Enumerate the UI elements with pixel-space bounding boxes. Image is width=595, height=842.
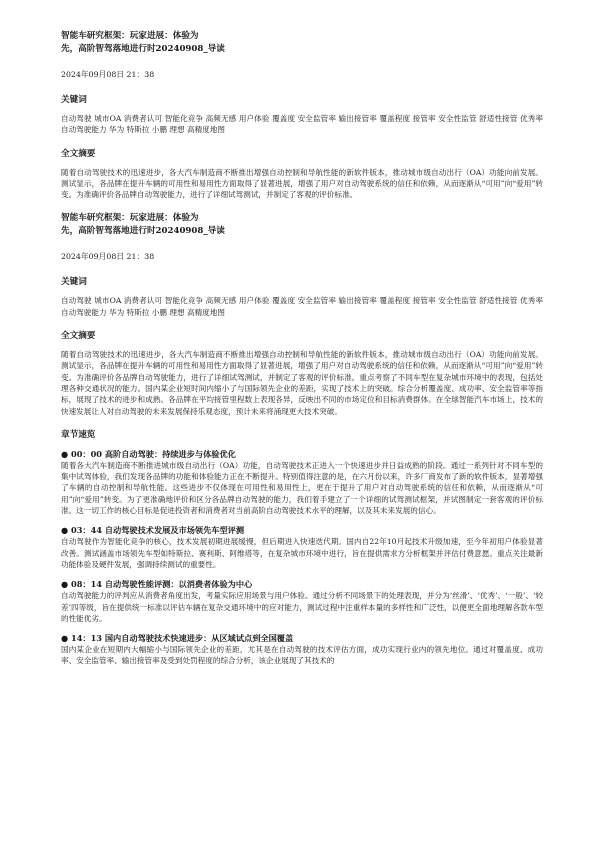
keywords-text: 自动驾驶 城市OA 消费者认可 智能化竞争 高频无感 用户体验 覆盖度 安全监管率 输出接管率 覆盖程度 接管率 安全性监管 舒适性接管 优秀率 自动驾驶能力 华为 特斯拉 小鹏 理想 高精度地图 xyxy=(61,114,543,135)
chapter-body: 国内某企业在短期内大幅缩小与国际领先企业的差距，尤其是在自动驾驶的技术评估方面，成功实现行业内的领先地位。通过对覆盖度、成功率、安全监管率、输出接管率及受到处罚程度的综合分析，该企业展现了其技术的 xyxy=(61,645,543,666)
document-title-line2: 先，高阶智驾落地进行时20240908_导读 xyxy=(61,226,225,237)
document-date: 2024年09月08日 21：38 xyxy=(61,252,155,262)
chapter-body: 自动驾驶能力的评判应从消费者角度出发，考量实际应用场景与用户体验。通过分析不同场景下的处理表现，并分为‘丝滑’、‘优秀’、‘一般’、‘较差’四等级，旨在提供统一标准以评估车辆在复杂交通环境中的应对能力，测试过程中注重样本量的多样性和广泛性，以便更全面地理解各款车型的性能优劣。 xyxy=(61,591,543,623)
chapter-title-text: 14：13 国内自动驾驶技术快速进步：从区域试点到全国覆盖 xyxy=(71,633,294,644)
chapter-title-text: 03：44 自动驾驶技术发展及市场领先车型评测 xyxy=(71,525,245,536)
summary-heading: 全文摘要 xyxy=(61,331,96,342)
chapter-item xyxy=(61,448,543,516)
chapters-section xyxy=(61,429,543,667)
chapter-item xyxy=(61,632,543,667)
chapter-title xyxy=(61,632,543,644)
chapter-title xyxy=(61,524,543,536)
keywords-heading: 关键词 xyxy=(61,277,87,288)
bullet-icon: ● xyxy=(61,525,69,536)
document-section-1 xyxy=(61,30,543,200)
document-title-line2: 先，高阶智驾落地进行时20240908_导读 xyxy=(61,44,225,54)
chapter-title-text: 00：00 高阶自动驾驶：持续进步与体验优化 xyxy=(71,448,236,459)
keywords-text: 自动驾驶 城市OA 消费者认可 智能化竞争 高频无感 用户体验 覆盖度 安全监管率 输出接管率 覆盖程度 接管率 安全性监管 舒适性接管 优秀率 自动驾驶能力 华为 特斯拉 小鹏 理想 高精度地图 xyxy=(61,296,543,317)
chapter-item xyxy=(61,524,543,570)
chapter-title-text: 08：14 自动驾驶性能评测：以消费者体验为中心 xyxy=(71,579,253,590)
chapter-title xyxy=(61,578,543,590)
document-date: 2024年09月08日 21：38 xyxy=(61,70,155,79)
chapter-title xyxy=(61,448,543,460)
chapter-item xyxy=(61,578,543,624)
summary-text: 随着自动驾驶技术的迅速进步，各大汽车制造商不断推出增强自动控制和导航性能的新软件版本，推动城市级自动出行（OA）功能向前发展。测试显示，各品牌在提升车辆的可用性和易用性方面取得了显著进展，增强了用户对自动驾驶系统的信任和依赖，从而逐渐从“可用”向“爱用”转变。为准确评价各品牌自动驾驶能力，进行了详细试驾测试，并制定了客观的评价标准。重点考察了不同车型在复杂城市环境中的表现，包括处理各种交通状况的能力。国内某企业短时间内缩小了与国际领先企业的差距，实现了技术上的突破。综合分析覆盖度、成功率、安全监管率等指标，展现了技术的进步和成熟。各品牌在平均接管里程数上表现各异，反映出不同的市场定位和目标消费群体。在全球智能汽车市场上，技术的快速发展让人对自动驾驶的未来发展保持乐观态度，预计未来将涌现更大技术突破。 xyxy=(61,350,543,416)
bullet-icon: ● xyxy=(61,633,69,644)
document-title-line1: 智能车研究框架：玩家进展：体验为 xyxy=(61,31,199,41)
summary-text: 随着自动驾驶技术的迅速进步，各大汽车制造商不断推出增强自动控制和导航性能的新软件版本，推动城市级自动出行（OA）功能向前发展。测试显示，各品牌在提升车辆的可用性和易用性方面取得了显著进展，增强了用户对自动驾驶系统的信任和依赖，从而逐渐从“可用”向“爱用”转变。为准确评价各品牌自动驾驶能力，进行了详细试驾测试，并制定了客观的评价标准。 xyxy=(61,167,543,200)
chapter-body: 随着各大汽车制造商不断推进城市级自动出行（OA）功能，自动驾驶技术正进入一个快速进步并日益成熟的阶段。通过一系列针对不同车型的集中试驾体验，我们发现各品牌的功能和体验能力正在不断提升。特别值得注意的是，在六月份以来，许多厂商发布了新的软件版本，显著增强了车辆的自动控制和导航性能。这些进步不仅体现在可用性和易用性上，更在于提升了用户对自动驾驶系统的信任和依赖，从而逐渐从“可用”向“爱用”转变。为了更准确地评价和区分各品牌自动驾驶的能力，我们着手建立了一个详细的试驾测试框架，并试图制定一套客观的评价标准。这一切工作的核心目标是促进投资者和消费者对当前高阶自动驾驶技术水平的理解，以及其未来发展的信心。 xyxy=(61,460,543,516)
chapter-body: 自动驾驶作为智能化竞争的核心，技术发展初期进展缓慢，但后期进入快速迭代期。国内自22年10月起技术升级加速，至今年初用户体验显著改善。测试涵盖市场领先车型如特斯拉、赛利斯、阿维塔等，在复杂城市环境中进行，旨在提供需求方分析框架并评估付费意愿。重点关注最新功能体验及硬件发展，强调持续测试的重要性。 xyxy=(61,537,543,569)
document-section-2 xyxy=(61,212,543,416)
bullet-icon: ● xyxy=(61,448,69,459)
summary-heading: 全文摘要 xyxy=(61,148,96,159)
document-title-line1: 智能车研究框架：玩家进展：体验为 xyxy=(61,213,199,224)
chapters-heading: 章节速览 xyxy=(61,429,96,440)
bullet-icon: ● xyxy=(61,579,69,590)
keywords-heading: 关键词 xyxy=(61,95,87,105)
